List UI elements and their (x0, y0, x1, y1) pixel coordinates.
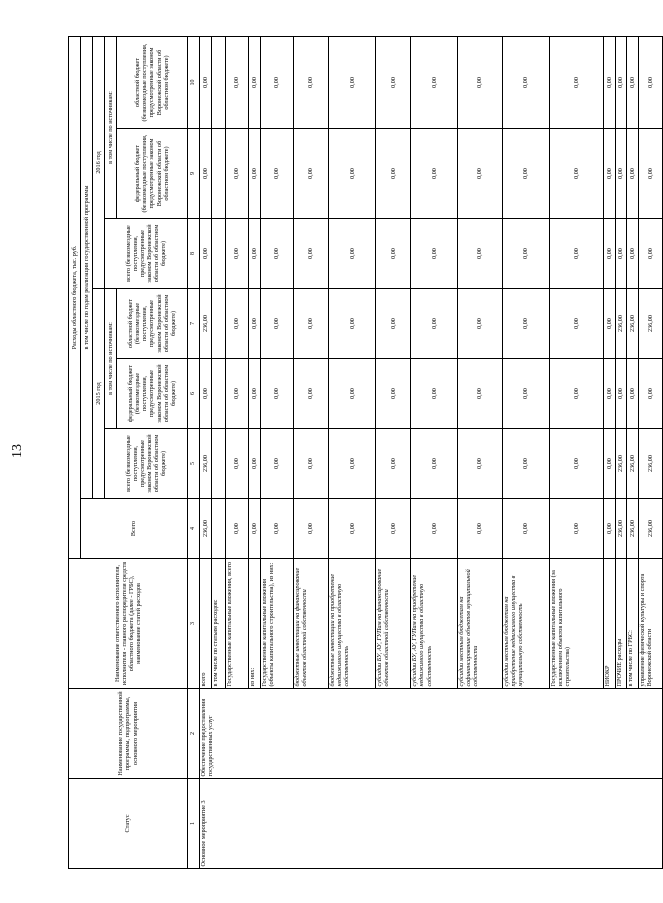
row-label: управление физической культуры и спорта Воронежской области (638, 559, 662, 689)
table-row (200, 36, 212, 868)
row-value: 0,00 (376, 219, 411, 289)
budget-table-sheet (68, 37, 654, 869)
row-value: 0,00 (627, 36, 639, 128)
row-value: 0,00 (458, 499, 503, 559)
row-label: субсидии БУ, АУ, ГУПам на приобретение недвижимого имущества в областную собственность (411, 559, 458, 689)
row-value: 0,00 (638, 359, 662, 429)
header-2015-federal: федеральный бюджет (безвозмездные поступления, предусмотренные законом Воронежской области об областном бюджете) (117, 359, 188, 429)
row-value: 0,00 (225, 289, 248, 359)
row-label: Государственные капитальные вложения (объекты капитального строительства), из них: (261, 559, 294, 689)
row-value: 0,00 (615, 359, 627, 429)
row-value: 0,00 (549, 289, 603, 359)
row-value: 0,00 (249, 129, 261, 219)
row-value: 0,00 (603, 359, 615, 429)
row-value: 0,00 (549, 359, 603, 429)
row-value: 236,00 (638, 289, 662, 359)
row-value: 0,00 (458, 289, 503, 359)
budget-table (68, 36, 663, 869)
row-value: 0,00 (261, 36, 294, 128)
row-value: 0,00 (502, 36, 549, 128)
row-value: 0,00 (638, 129, 662, 219)
row-value: 0,00 (549, 129, 603, 219)
row-value: 0,00 (376, 499, 411, 559)
column-number: 3 (188, 559, 200, 689)
column-number: 8 (188, 219, 200, 289)
row-value: 0,00 (249, 219, 261, 289)
row-value: 0,00 (329, 359, 376, 429)
row-value (211, 499, 225, 559)
row-value: 0,00 (549, 499, 603, 559)
row-label: субсидии местным бюджетам на софинансирование объектов муниципальной собственности (458, 559, 503, 689)
row-value: 0,00 (458, 36, 503, 128)
row-value: 236,00 (615, 499, 627, 559)
header-total: Всего (81, 499, 188, 559)
row-label: ПРОЧИЕ расходы (615, 559, 627, 689)
row-value: 0,00 (261, 359, 294, 429)
row-value: 0,00 (411, 289, 458, 359)
row-value: 0,00 (627, 359, 639, 429)
row-value: 0,00 (615, 219, 627, 289)
row-value: 236,00 (200, 429, 212, 499)
header-2016-sources: в том числе по источникам: (105, 36, 117, 218)
row-value: 0,00 (411, 359, 458, 429)
row-value: 0,00 (261, 129, 294, 219)
row-value (211, 219, 225, 289)
row-value (211, 289, 225, 359)
header-year-2016: 2016 год (93, 36, 105, 288)
row-value: 0,00 (329, 219, 376, 289)
header-responsible: Наименование ответственного исполнителя, исполнителя - главного распорядителя средств областного бюджета (далее - ГРБС), наименование статей расходов (69, 559, 188, 689)
row-value: 0,00 (411, 36, 458, 128)
row-value: 0,00 (293, 36, 328, 128)
row-label: Государственные капитальные вложения, всего (225, 559, 248, 689)
row-value: 0,00 (261, 429, 294, 499)
column-number: 7 (188, 289, 200, 359)
row-value: 0,00 (458, 129, 503, 219)
row-value: 0,00 (293, 129, 328, 219)
row-value: 236,00 (615, 289, 627, 359)
row-value (211, 429, 225, 499)
row-value: 0,00 (249, 499, 261, 559)
row-value: 0,00 (615, 36, 627, 128)
row-value: 0,00 (376, 129, 411, 219)
row-value: 0,00 (376, 429, 411, 499)
column-number: 4 (188, 499, 200, 559)
row-value: 236,00 (615, 429, 627, 499)
row-value: 0,00 (376, 36, 411, 128)
row-value: 0,00 (200, 359, 212, 429)
row-value: 236,00 (627, 429, 639, 499)
column-number-row (188, 36, 200, 868)
row-value: 0,00 (603, 219, 615, 289)
row-value: 0,00 (329, 429, 376, 499)
column-number: 10 (188, 36, 200, 128)
row-value: 0,00 (411, 429, 458, 499)
row-value: 0,00 (549, 219, 603, 289)
row-value: 0,00 (458, 359, 503, 429)
header-program-name: Наименование государственной программы, подпрограммы, основного мероприятия (69, 689, 188, 779)
row-value: 0,00 (603, 129, 615, 219)
row-value: 0,00 (411, 499, 458, 559)
row-label: НИОКР (603, 559, 615, 689)
column-number: 9 (188, 129, 200, 219)
row-value: 0,00 (615, 129, 627, 219)
header-spending: Расходы областного бюджета, тыс. руб. (69, 36, 81, 558)
row-value: 0,00 (458, 219, 503, 289)
row-value: 0,00 (200, 219, 212, 289)
row-value: 0,00 (603, 499, 615, 559)
column-number: 6 (188, 359, 200, 429)
row-value: 0,00 (549, 36, 603, 128)
row-value: 0,00 (603, 36, 615, 128)
page-number: 13 (10, 444, 25, 458)
row-value: 236,00 (627, 499, 639, 559)
header-2015-all-free: всего (безвозмездные поступления, предусмотренные законом Воронежской области об областном бюджете) (105, 429, 188, 499)
row-value: 0,00 (627, 129, 639, 219)
row-label: субсидии БУ, АУ, ГУПам на финансирование объектов областной собственности (376, 559, 411, 689)
row-value: 236,00 (200, 289, 212, 359)
header-2016-all-free: всего (безвозмездные поступления, предусмотренные законом Воронежской области об областном бюджете) (105, 219, 188, 289)
row-value: 0,00 (261, 219, 294, 289)
row-value: 0,00 (261, 289, 294, 359)
row-label: в том числе по ГРБС: (627, 559, 639, 689)
row-value: 0,00 (293, 219, 328, 289)
table-body (200, 36, 663, 868)
column-number: 5 (188, 429, 200, 499)
column-number: 2 (188, 689, 200, 779)
row-value: 236,00 (627, 289, 639, 359)
row-value: 0,00 (200, 36, 212, 128)
row-value: 0,00 (293, 429, 328, 499)
row-value: 0,00 (638, 36, 662, 128)
row-value: 0,00 (502, 359, 549, 429)
row-value: 0,00 (225, 499, 248, 559)
row-label: Государственные капитальные вложения (за исключением объектов капитального строительства) (549, 559, 603, 689)
row-value: 0,00 (225, 359, 248, 429)
row-value: 0,00 (502, 499, 549, 559)
row-value: 0,00 (411, 129, 458, 219)
row-value: 0,00 (225, 129, 248, 219)
row-value: 0,00 (293, 359, 328, 429)
row-value: 0,00 (329, 289, 376, 359)
row-value: 236,00 (200, 499, 212, 559)
row-value: 236,00 (638, 499, 662, 559)
row-value: 0,00 (502, 429, 549, 499)
row-status: Основное мероприятие 3 (200, 779, 663, 869)
row-value: 0,00 (200, 129, 212, 219)
row-value: 0,00 (549, 429, 603, 499)
row-value: 0,00 (225, 429, 248, 499)
row-value: 0,00 (293, 289, 328, 359)
row-value: 0,00 (502, 289, 549, 359)
row-value: 0,00 (411, 219, 458, 289)
row-label: из них: (249, 559, 261, 689)
row-value: 0,00 (458, 429, 503, 499)
row-value: 0,00 (249, 429, 261, 499)
row-value: 0,00 (627, 219, 639, 289)
header-status: Статус (69, 779, 188, 869)
row-label: в том числе по статьям расходов: (211, 559, 225, 689)
row-value: 0,00 (603, 429, 615, 499)
row-value: 0,00 (249, 36, 261, 128)
row-value: 0,00 (502, 219, 549, 289)
row-value: 0,00 (603, 289, 615, 359)
row-value: 0,00 (329, 129, 376, 219)
header-2015-regional: областной бюджет (безвозмездные поступления, предусмотренные законом Воронежской области об областном бюджете) (117, 289, 188, 359)
row-program: Обеспечение предоставления государственных услуг (200, 689, 663, 779)
column-number: 1 (188, 779, 200, 869)
row-value (211, 359, 225, 429)
row-value (211, 36, 225, 128)
row-value: 0,00 (376, 359, 411, 429)
row-value: 0,00 (329, 499, 376, 559)
row-label: всего (200, 559, 212, 689)
row-label: субсидии местным бюджетам на приобретение недвижимого имущества в муниципальную собственность (502, 559, 549, 689)
row-value (211, 129, 225, 219)
row-value: 0,00 (376, 289, 411, 359)
header-year-2015: 2015 год (93, 289, 105, 499)
row-value: 236,00 (638, 429, 662, 499)
row-value: 0,00 (249, 289, 261, 359)
row-value: 0,00 (249, 359, 261, 429)
header-2016-federal: федеральный бюджет (безвозмездные поступления, предусмотренные законом Воронежской области об областном бюджете) (117, 129, 188, 219)
row-value: 0,00 (225, 36, 248, 128)
header-2015-sources: в том числе по источникам: (105, 289, 117, 429)
row-value: 0,00 (329, 36, 376, 128)
row-value: 0,00 (225, 219, 248, 289)
row-label: бюджетные инвестиции на финансирование объектов областной собственности (293, 559, 328, 689)
row-value: 0,00 (638, 219, 662, 289)
row-value: 0,00 (293, 499, 328, 559)
row-label: бюджетные инвестиции на приобретение недвижимого имущества в областную собственность (329, 559, 376, 689)
row-value: 0,00 (261, 499, 294, 559)
header-2016-regional: областной бюджет (безвозмездные поступления, предусмотренные законом Воронежской области об областном бюджете) (117, 36, 188, 128)
row-value: 0,00 (502, 129, 549, 219)
header-by-year: в том числе по годам реализации государственной программы (81, 36, 93, 498)
